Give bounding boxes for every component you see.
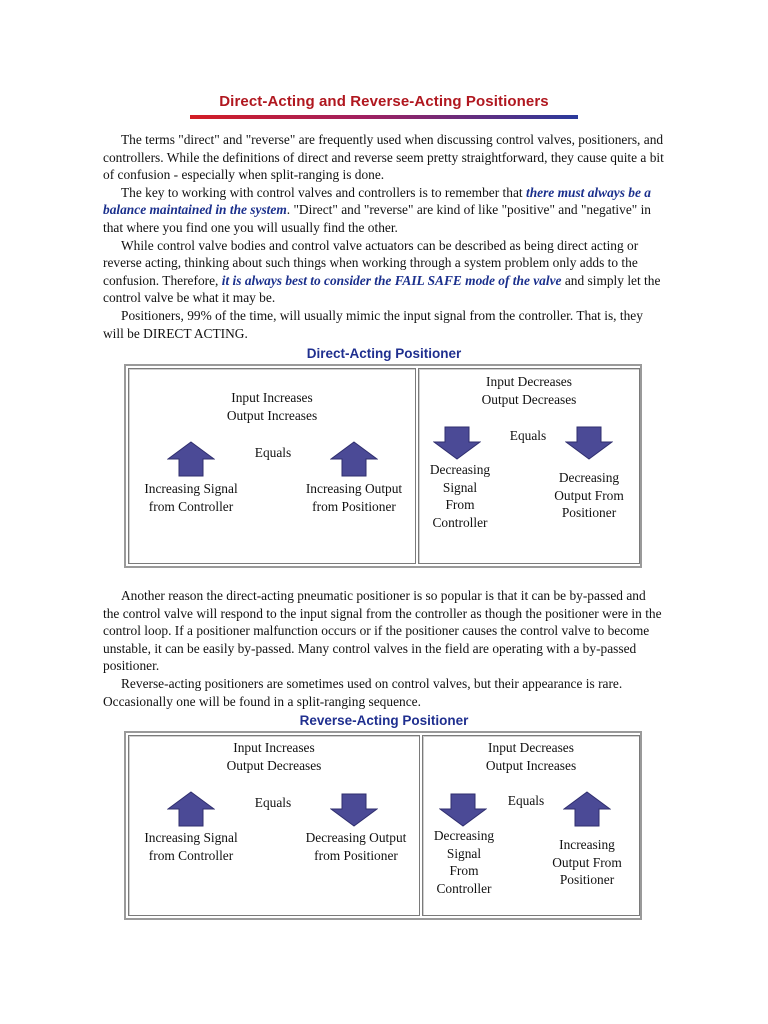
reverse-decrease-panel (422, 735, 640, 916)
decreasing-signal-label: Decreasing Signal From Controller (433, 828, 495, 896)
panel-input-line: Input Increases (231, 390, 313, 405)
bypass-paragraph: Another reason the direct-acting pneumatic positioner is so popular is that it can be by-passed and the control valve will respond to the input signal from the controller as though the positioner were in the control loop. If a positioner malfunction occurs or if the positioner causes the control valve to become unstable, it can be easily by-passed. Many control valves in the field are operating with a by-passed positioner. (103, 588, 662, 674)
increasing-signal-label: Increasing Signal from Controller (144, 481, 238, 514)
up-arrow-icon (330, 441, 378, 477)
down-arrow-icon (330, 793, 378, 827)
down-arrow-icon (433, 426, 481, 460)
intro-paragraph-4: Positioners, 99% of the time, will usually mimic the input signal from the controller. That is, they will be DIRECT ACTING. (103, 307, 643, 341)
down-arrow-icon (439, 793, 487, 827)
up-arrow-icon (167, 441, 215, 477)
direct-decrease-panel (418, 368, 640, 564)
panel-input-line: Input Decreases (488, 740, 574, 755)
increasing-output-label: Increasing Output From Positioner (552, 837, 622, 888)
middle-text (103, 587, 665, 710)
decreasing-signal-label: Decreasing Signal From Controller (429, 462, 491, 530)
panel-output-line: Output Increases (485, 758, 577, 773)
intro-paragraph-3: While control valve bodies and control valve actuators can be described as being direct acting or reverse acting, thinking about such things when working through a system problem only adds to the confusion. Therefore, it is always best to consider the FAIL SAFE mode of the valve and simply let the control valve be what it may be. (103, 237, 661, 306)
intro-paragraph-2: The key to working with control valves and controllers is to remember that there must always be a balance maintained in the system. "Direct" and "reverse" are kind of like "positive" and "negative" in that where you find one you will usually find the other. (103, 184, 652, 235)
page-title: Direct-Acting and Reverse-Acting Positioners (219, 93, 549, 110)
equals-label: Equals (507, 793, 545, 808)
decreasing-output-label: Decreasing Output From Positioner (554, 470, 624, 521)
increasing-signal-label: Increasing Signal from Controller (144, 830, 238, 863)
equals-label: Equals (254, 445, 292, 460)
reverse-increase-panel (128, 735, 420, 916)
equals-label: Equals (254, 795, 292, 810)
intro-text (103, 131, 665, 342)
reverse-intro-paragraph: Reverse-acting positioners are sometimes used on control valves, but their appearance is rare. Occasionally one will be found in a split-ranging sequence. (103, 675, 623, 709)
panel-input-line: Input Decreases (486, 374, 572, 389)
down-arrow-icon (565, 426, 613, 460)
up-arrow-icon (167, 791, 215, 827)
panel-output-line: Output Increases (226, 408, 318, 423)
reverse-acting-heading: Reverse-Acting Positioner (299, 713, 469, 728)
reverse-acting-diagram (124, 731, 642, 920)
panel-output-line: Output Decreases (481, 392, 577, 407)
up-arrow-icon (563, 791, 611, 827)
balance-emphasis: there must always be a balance maintained in the system (103, 184, 651, 218)
intro-paragraph-1: The terms "direct" and "reverse" are frequently used when discussing control valves, positioners, and controllers. While the definitions of direct and reverse seem pretty straightforward, they cause quite a bit of confusion - especially when split-ranging is done. (103, 132, 664, 183)
direct-increase-panel (128, 368, 416, 564)
increasing-output-label: Increasing Output from Positioner (305, 481, 403, 514)
direct-acting-diagram (124, 364, 642, 568)
panel-output-line: Output Decreases (226, 758, 322, 773)
decreasing-output-label: Decreasing Output from Positioner (305, 830, 407, 863)
direct-acting-heading: Direct-Acting Positioner (306, 346, 462, 361)
title-underline (190, 115, 578, 119)
panel-input-line: Input Increases (233, 740, 315, 755)
equals-label: Equals (509, 428, 547, 443)
fail-safe-emphasis: it is always best to consider the FAIL SAFE mode of the valve (221, 272, 562, 288)
